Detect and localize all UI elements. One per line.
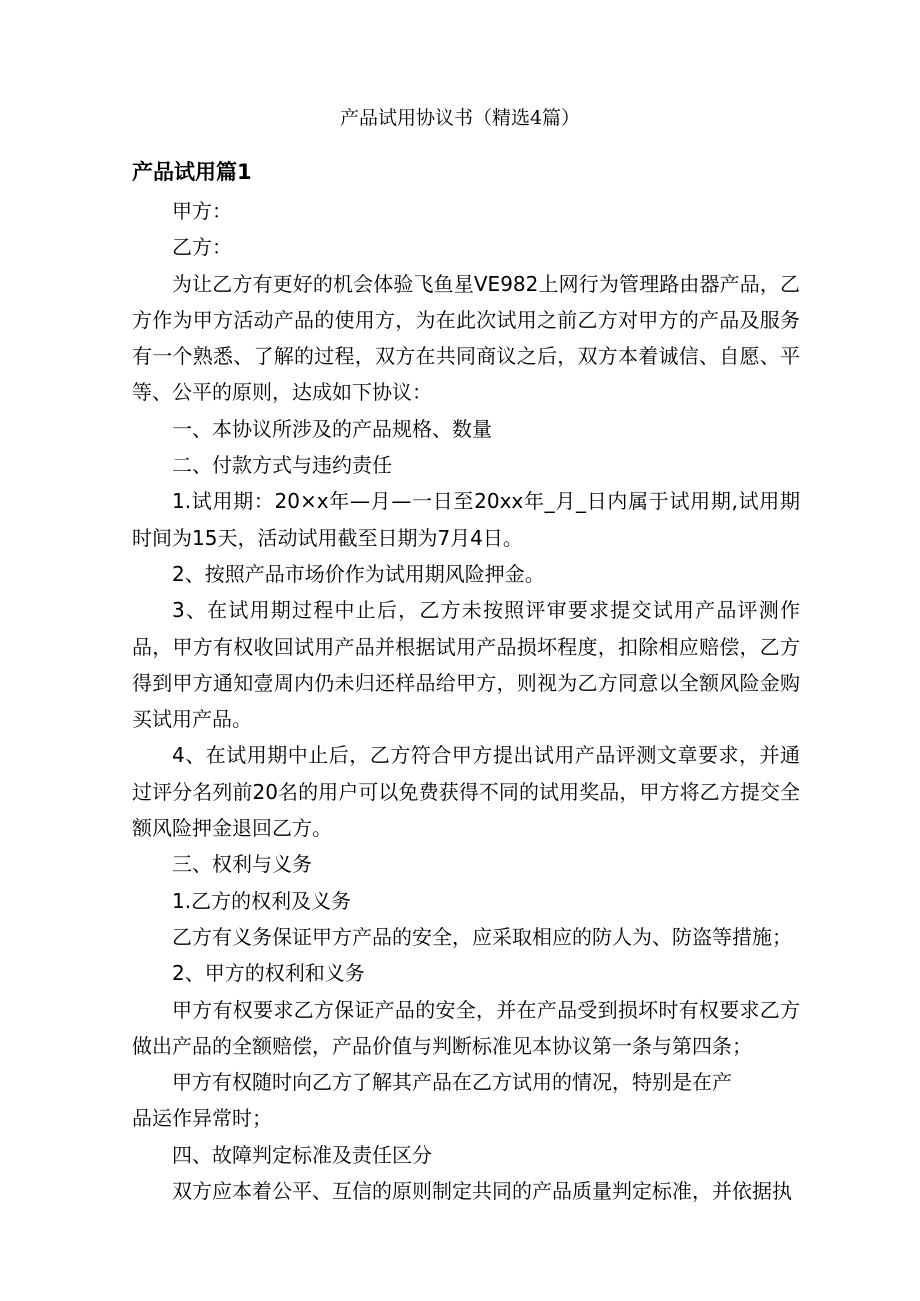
paragraph-deposit: 2、按照产品市场价作为试用期风险押金。 [172,561,545,586]
paragraph-failure-to-submit: 3、在试用期过程中止后，乙方未按照评审要求提交试用产品评测作品，甲方有权收回试用产品并根据试用产品损坏程度，扣除相应赔偿，乙方得到甲方通知壹周内仍未归还样品给甲方，则视为乙方同意以全额风险金购买试用产品。 [132,598,800,732]
paragraph-party-a-inquiry: 甲方有权随时向乙方了解其产品在乙方试用的情况，特别是在产 [172,1070,732,1095]
paragraph-party-a: 甲方： [172,199,232,223]
paragraph-party-b: 乙方： [172,235,232,260]
paragraph-trial-period: 1.试用期：20×x年—月—一日至20xx年_月_日内属于试用期,试用期时间为15天，活动试用截至日期为7月4日。 [132,489,800,550]
section-heading: 产品试用篇1 [132,160,252,184]
document-body [132,193,800,1209]
paragraph-rewards: 4、在试用期中止后，乙方符合甲方提出试用产品评测文章要求，并通过评分名列前20名的用户可以免费获得不同的试用奖品，甲方将乙方提交全额风险押金退回乙方。 [132,743,800,841]
paragraph-party-a-rights-heading: 2、甲方的权利和义务 [172,961,365,986]
paragraph-quality-standard: 双方应本着公平、互信的原则制定共同的产品质量判定标准，并依据执 [172,1179,792,1204]
paragraph-clause-2-heading: 二、付款方式与违约责任 [172,453,392,478]
paragraph-party-a-compensation: 甲方有权要求乙方保证产品的安全，并在产品受到损坏时有权要求乙方做出产品的全额赔偿，产品价值与判断标准见本协议第一条与第四条； [132,997,800,1058]
paragraph-party-b-rights-heading: 1.乙方的权利及义务 [172,888,352,913]
paragraph-party-a-inquiry-continued: 品运作异常时； [132,1106,272,1131]
document-title: 产品试用协议书（精选4篇） [339,107,581,129]
paragraph-clause-1-heading: 一、本协议所涉及的产品规格、数量 [172,416,492,441]
paragraph-clause-4-heading: 四、故障判定标准及责任区分 [172,1142,432,1167]
paragraph-preamble: 为让乙方有更好的机会体验飞鱼星VE982上网行为管理路由器产品，乙方作为甲方活动产品的使用方，为在此次试用之前乙方对甲方的产品及服务有一个熟悉、了解的过程，双方在共同商议之后，双方本着诚信、自愿、平等、公平的原则，达成如下协议： [132,271,800,405]
paragraph-clause-3-heading: 三、权利与义务 [172,852,312,877]
paragraph-party-b-duty: 乙方有义务保证甲方产品的安全，应采取相应的防人为、防盗等措施； [172,924,792,949]
